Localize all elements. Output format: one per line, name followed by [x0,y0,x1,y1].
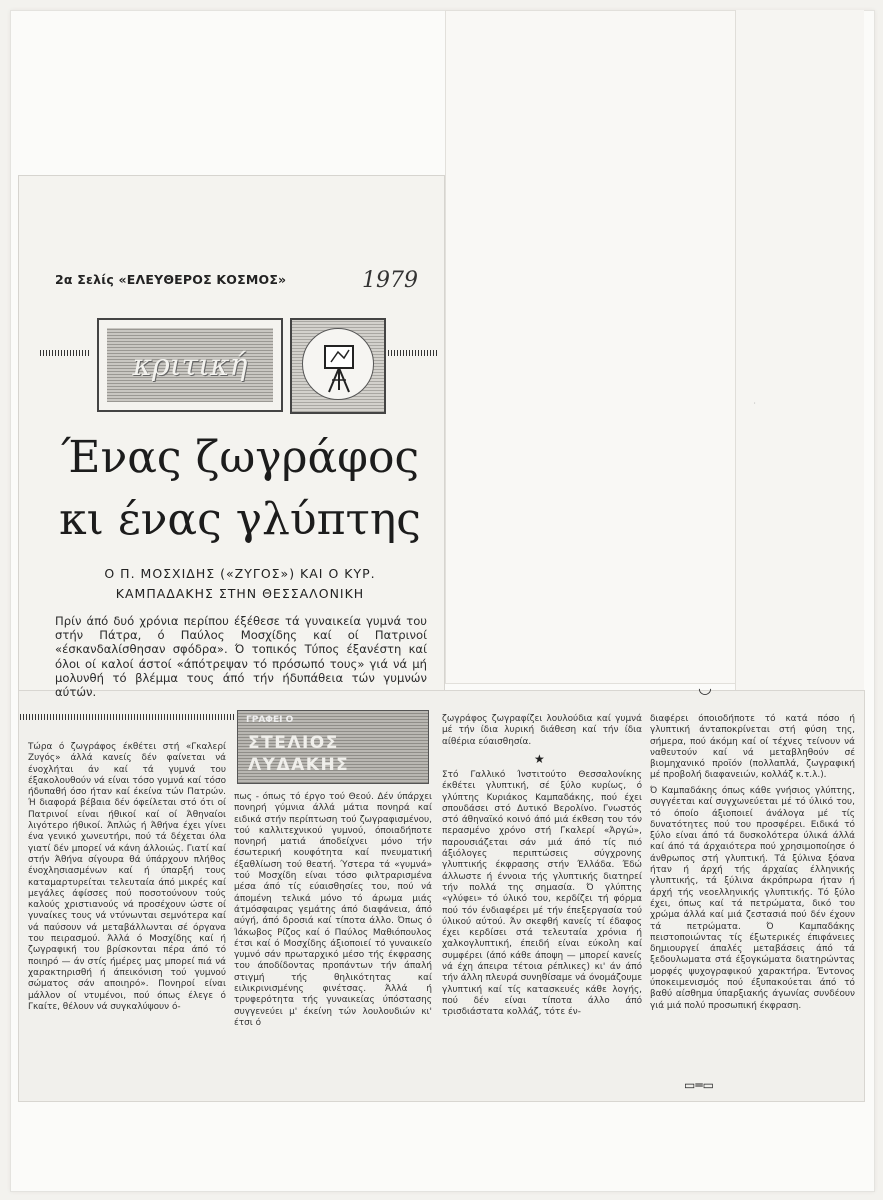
article-column-2: πως - όπως τό έργο τού Θεού. Δέν ύπάρχει πονηρή γύμνια άλλά μάτια πονηρά καί ειδικά στήν περίπτωση τού ζωγραφισμένου, τού καλλιτεχνικού γυμνού, όποιαδήποτε πονηρή ματιά άποδείχνει μόνο τήν έσωτερική κουφότητα καί πνευματική έξαθλίωση τού θεατή. Ύστερα τά «γυμνά» τού Μοσχίδη είναι τόσο φιλτραρισμένα μέσα άπό τίς εύαισθησίες του, πού νά άπομένη τελικά μόνο τό άρωμα μιάς άτμόσφαιρας γεμάτης άπό διαφάνεια, άπό αύγή, άπό δροσιά καί τίποτα άλλο. Όπως ό Ίάκωβος Ρίζος καί ό Παύλος Μαθιόπουλος έτσι καί ό Μοσχίδης άξιοποιεί τό γυναικείο γυμνό σάν πρωταρχικό μέσο τής έκφρασης του άποδίδοντας προπάντων τήν άπαλή στιγμή τής θηλικότητας καί ειλικρινισμένης φινέτσας. Άλλά ή τρυφερότητα τής γυναικείας ύπόστασης συγγενεύει μ' έκείνη τών λουλουδιών κι' έτσι ό [234,792,432,1028]
scrap-edge-mark: ◡ [698,678,712,697]
article-column-1: Τώρα ό ζωγράφος έκθέτει στή «Γκαλερί Ζυγός» άλλά κανείς δέν φαίνεται νά ένοχλήται άν καί τά γυμνά του έξακολουθούν νά είναι τόσο γυμνά καί τόσο ήδυπαθή όσο ήταν καί έκείνα τών Πατρών. Ή διαφορά βέβαια δέν όφείλεται στό ότι οί Πατρινοί είναι ήθικοί καί οί Άθηναίοι λιγότερο ήθικοί. Άπλώς ή Άθήνα έχει γίνει ένα γενικό χωνευτήρι, πού τά δέχεται όλα γιατί δέν μπορεί νά κάνη άλλοιώς. Γιατί καί στήν Άθήνα σίγουρα θά ύπάρχουν πλήθος ένοχλησιασμένων καί ή ύπαρξή τους καταμαρτυρείται τελευταία άπό μικρές καί μεγάλες άφίσσες πού ποσοτούνουν τούς καλούς χριστιανούς νά προσέχουν ώστε οί γυναίκες τους νά ντύνωνται σεμνότερα καί νά παύσουν νά μεταβάλλωνται σέ όργανα του πειρασμού. Άλλά ό Μοσχίδης καί ή ζωγραφική του βρίσκονται πέρα άπό τό ποιηρό — άν στίς ήμέρες μας μπορεί πιά νά χαρακτηρισθή ή άπεικόνιση τού γυμνού σώματος σάν αποιηρό». Πονηροί είναι μάλλον οί ντυμένοι, πού όπως έλεγε ό Γκαίτε, θέλουν νά συγκαλύψουν ό- [28,742,226,1012]
byline-label: ΓΡΑΦΕΙ Ο [246,715,294,725]
headline-line-1: Ένας ζωγράφος [60,432,420,483]
faint-margin-mark: · [748,401,759,405]
byline-box [237,710,429,784]
easel-icon [290,318,386,414]
lede-paragraph: Πρίν άπό δυό χρόνια περίπου έξέθεσε τά γυναικεία γυμνά του στήν Πάτρα, ό Παύλος Μοσχίδης καί οί Πατρινοί «έσκανδαλίσθησαν σφόδρα». Ό τοπικός Τύπος έξανέστη καί όλοι οί καλοί άστοί «άπότρεψαν τό πρόσωπό τους» γιά νά μή μολυνθή τό βλέμμα τους άπό τήν ήδυπάθεια τών γυμνών αύτών. [55,614,427,700]
article-column-4a: διαφέρει όποιοδήποτε τό κατά πόσο ή γλυπτική άνταποκρίνεται στή φύση της, σήμερα, πού άκόμη καί οί τέχνες τείνουν νά ναθευτούν καί νά μεταβληθούν σέ βιομηχανικό προϊόν (πολλαπλά, ζωγραφική μέ προβολή διαφανειών, κολλάζ κ.τ.λ.). [650,714,855,781]
edge-strip-right [735,10,864,690]
article-column-3b: Στό Γαλλικό Ίνστιτούτο Θεσσαλονίκης έκθέτει γλυπτική, σέ ξύλο κυρίως, ό γλύπτης Κυριάκος Καμπαδάκης, πού έχει σπουδάσει στό Δυτικό Βερολίνο. Γνωστός στό άθηναϊκό κοινό άπό μιά έκθεση του τόν περασμένο χρόνο στή Γκαλερί «Άργώ», παρουσιάζεται σάν μιά άπό τίς πιό άξιόλογες περιπτώσεις σύγχρονης γλυπτικής έκφρασης στήν Έλλάδα. Έδώ άλλωστε ή έννοια τής γλυπτικής διατηρεί τήν πολλά της σημασία. Ό γλύπτης «γλύφει» τό ύλικό του, κερδίζει τή φόρμα πού τόν ένδιαφέρει μέ τήν έπεξεργασία τού ύλικού αύτού. Άν σκεφθή κανείς τί έδαφος έχει κερδίσει στά τελευταία χρόνια ή χαλκογλυπτική, έπειδή είναι εύκολη καί συμφέρει (άπό κάθε άποψη — μπορεί κανείς νά έχη άπειρα τέτοια ρέπλικες) κι' άν άπό τήν άλλη πλευρά συνηθίσαμε νά όνομάζουμε γλυπτική καί τίς κατασκευές κάθε λογής, πού δέν είναι τίποτα άλλο άπό τρισδιάστατα κολλάζ, τότε έν- [442,770,642,1018]
bottom-ornament: ▭═▭ [684,1078,714,1092]
subhead-line-1: Ο Π. ΜΟΣΧΙΔΗΣ («ΖΥΓΟΣ») ΚΑΙ Ο ΚΥΡ. [104,566,376,581]
section-break-star: ★ [534,752,545,766]
section-label-box [97,318,283,412]
headline-line-2: κι ένας γλύπτης [59,494,421,545]
byline-first-name: ΣΤΕΛΙΟΣ [248,733,339,753]
article-column-4b: Ό Καμπαδάκης όπως κάθε γνήσιος γλύπτης, συγγέεται καί συγχωνεύεται μέ τό ύλικό του, τό όποίο άξιοποιεί άνάλογα μέ τίς δυνατότητες πού του προσφέρει. Ειδικά τό ξύλο είναι άπό τά δυσκολότερα ύλικά άλλά καί άπό τά άρχαιότερα πού χρησιμοποίησε ό άνθρωπος στή γλυπτική. Τά ξύλινα ξόανα ήταν ή άρχή τής άρχαίας έλληνικής γλυπτικής, τά ξύλινα άκρόπρωρα ήταν ή άρχή τής νεοελληνικής γλυπτικής. Τό ξύλο έχει, όπως καί τά πετρώματα, δικό του χρώμα άλλά καί μιά ζεστασιά πού δέν έχουν τά πετρώματα. Ό Καμπαδάκης πειστοποιώντας τίς έξωτερικές έπιφάνειες δημιουργεί άπαλές μεταβάσεις άπό τά ξεδουλωματα στά έξογκώματα διατηρώντας μορφές ψυχογραφικού χαρακτήρα. Έντονος ύποκειμενισμός πού έξυπακούεται άπό τό βαθύ αίσθημα ύπαρξιακής άγωνίας συνδέουν γιά μιά πολύ προσωπική έκφραση. [650,786,855,1011]
subhead-line-2: ΚΑΜΠΑΔΑΚΗΣ ΣΤΗΝ ΘΕΣΣΑΛΟΝΙΚΗ [115,586,365,601]
handwritten-year: 1979 [362,268,418,293]
rule-right [388,350,438,356]
rule-left [40,350,90,356]
rule-under-lede [20,714,235,720]
byline-last-name: ΛΥΔΑΚΗΣ [248,755,350,775]
article-column-3a: ζωγράφος ζωγραφίζει λουλούδια καί γυμνά μέ τήν ίδια λυρική διάθεση καί τήν ίδια αίθέρια εύαισθησία. [442,714,642,747]
source-line: 2α Σελίς «ΕΛΕΥΘΕΡΟΣ ΚΟΣΜΟΣ» [55,272,287,287]
section-label: κριτική [132,347,248,383]
blank-clipping-right [445,10,737,684]
